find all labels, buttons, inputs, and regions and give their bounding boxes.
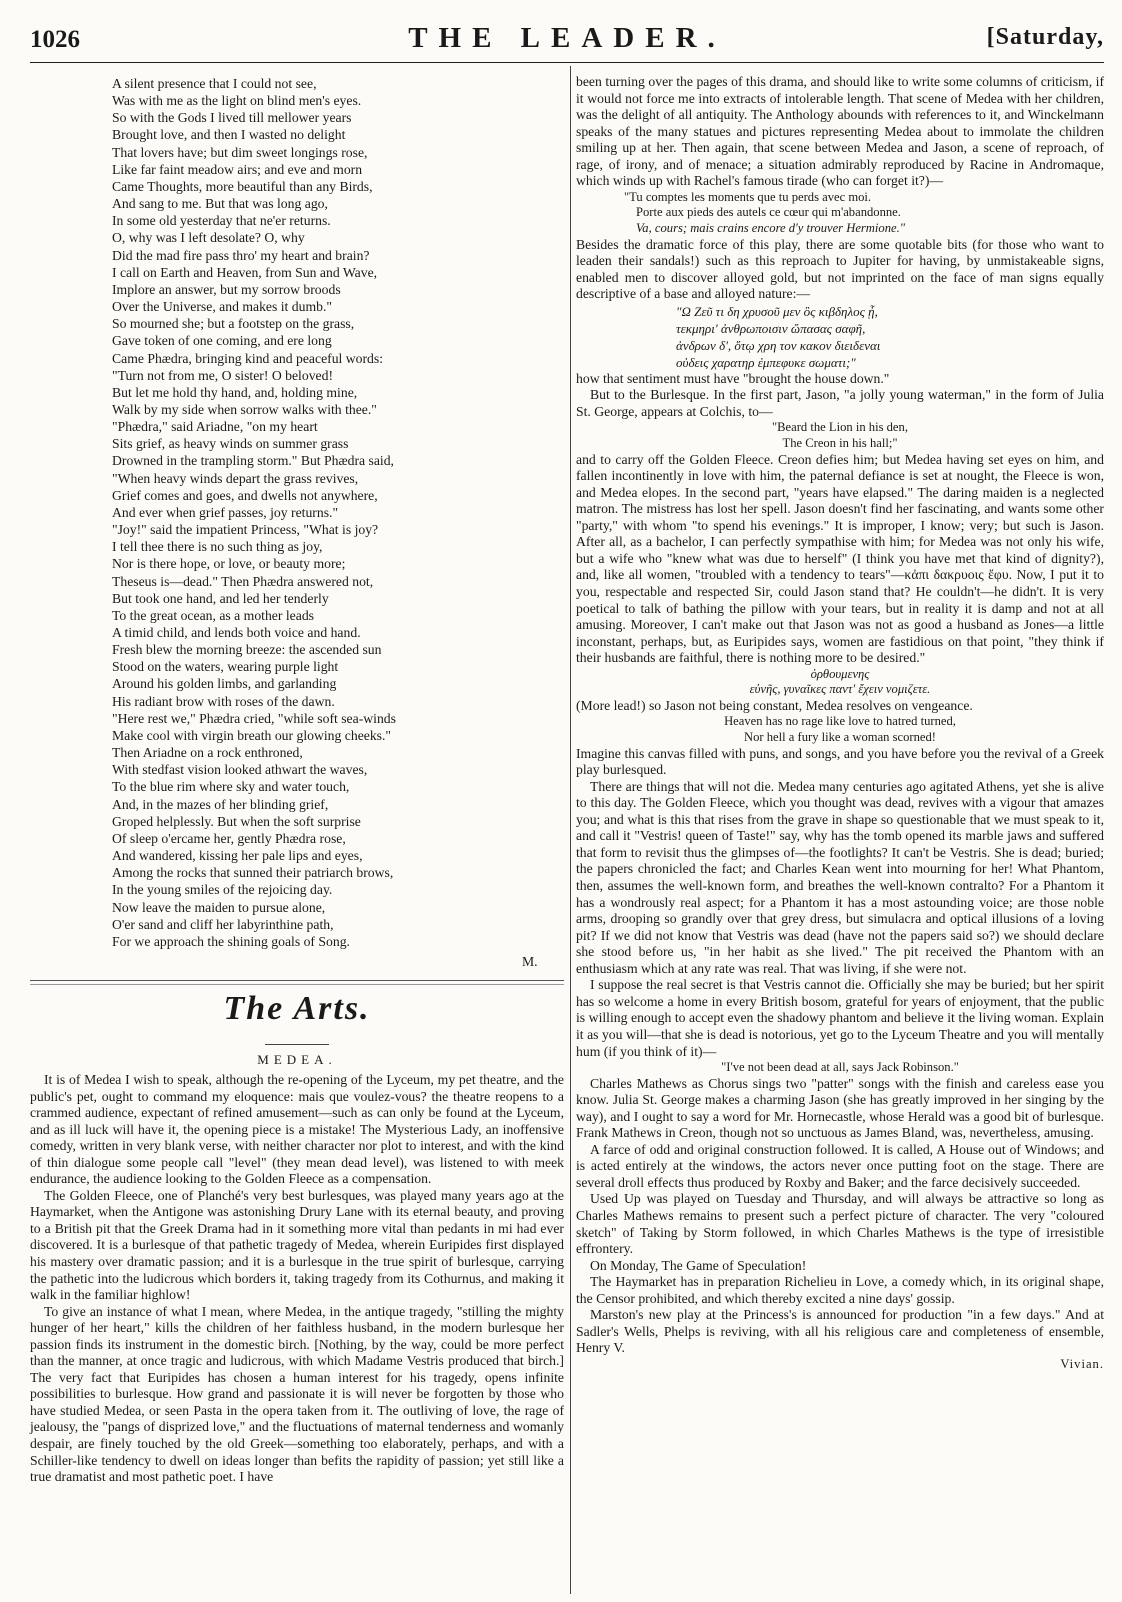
paragraph-vengeance: (More lead!) so Jason not being constant, Medea resolves on vengeance. (576, 697, 973, 713)
heading-rule (265, 1044, 329, 1045)
poem-line: Fresh blew the morning breeze: the ascended sun (112, 642, 382, 658)
poem-line: Came Phædra, bringing kind and peaceful words: (112, 350, 384, 366)
burlesque-quote-line: The Creon in his hall;" (782, 436, 898, 451)
right-column (576, 74, 1104, 1372)
paragraph-marston: Marston's new play at the Princess's is announced for production "in a few days." And at Sadler's Wells, Phelps is reviving, with all his religious care and completeness of ensemble, Henry V. (576, 1307, 1104, 1356)
poem-line: Brought love, and then I wasted no delight (112, 127, 346, 143)
poem-line: To the blue rim where sky and water touch, (112, 779, 350, 795)
section-rule (30, 980, 564, 981)
poem-line: Theseus is—dead." Then Phædra answered not, (112, 573, 374, 589)
greek-quote-line: ὀρθουμενης (810, 666, 870, 681)
paragraph-farce: A farce of odd and original construction followed. It is called, A House out of Windows; and is acted entirely at the windows, the actors never once putting foot on the stage. There are several droll effects thus produced by Roxby and Baker; and the farce decisively succeeded. (576, 1141, 1104, 1190)
poem-line: Over the Universe, and makes it dumb." (112, 299, 332, 315)
paragraph-instance: To give an instance of what I mean, where Medea, in the antique tragedy, "stilling the mighty hunger of her heart," kills the children of her faithless husband, in the modern burlesque her passion finds its instrument in the domestic birch. [Nothing, by the way, could be more perfect than the manner, at once tragic and ludicrous, with which Madame Vestris produced that birch.] The very fact that Euripides has chosen a human interest for his tragedy, opens infinite possibilities to burlesque. How grand and passionate it is will never be forgotten by those who have studied Medea, or seen Pasta in the opera taken from it. The outliving of love, the rage of jealousy, the "pangs of disprized love," and the fluctuations of maternal tenderness and womanly despair, are finely touched by the old Greek—something too elaborately, perhaps, and with a Schiller-like tendency to dwell on ideas longer than befits the rapidity of passion; yet still like a true dramatist and most pathetic poet. I have (30, 1303, 564, 1485)
poem-line: A silent presence that I could not see, (112, 76, 317, 91)
arts-section-title: The Arts. (223, 990, 371, 1027)
paragraph-lyceum: It is of Medea I wish to speak, although the re-opening of the Lyceum, my pet theatre, and the public's pet, ought to command my eloquence: mais que voulez-vous? the theatre reopens to a crammed audience, expectant of refined amusement—such as can only be found at the Lyceum, and as ill luck will have it, the opening piece is a mistake! The Mysterious Lady, an inoffensive comedy, written in very blank verse, with neither character nor plot to interest, and with the kind of thin dialogue some people call "level" (they mean dead level), was listened to with meek endurance, the audience looking to the Golden Fleece as a compensation. (30, 1072, 564, 1187)
poem-line: For we approach the shining goals of Song. (112, 933, 350, 949)
poem-line: Was with me as the light on blind men's eyes. (112, 93, 362, 109)
page-number: 1026 (30, 26, 80, 53)
poem-line: And wandered, kissing her pale lips and eyes, (112, 848, 363, 864)
left-prose (30, 1072, 564, 1486)
robinson-quote: "I've not been dead at all, says Jack Robinson." (721, 1060, 959, 1075)
poem-line: Grief comes and goes, and dwells not anywhere, (112, 487, 378, 503)
paragraph-haymarket: The Haymarket has in preparation Richelieu in Love, a comedy which, in its original shape, the Censor prohibited, and which thereby excited a nine days' gossip. (576, 1274, 1104, 1306)
paragraph-vestris: There are things that will not die. Medea many centuries ago agitated Athens, yet she is alive to this day. The Golden Fleece, which you thought was dead, revives with a vigour that amazes you; and what is this that rises from the grave in shape so questionable that we must speak to it, and call it "Vestris! queen of Taste!" say, why has the tomb opened its marble jaws and suffered that form to revisit thus the glimpses of—the footlights? It can't be Vestris. She is dead; buried; the papers chronicled the fact; and Charles Kean went into mourning for her! What Phantom, then, assumes the well-known form, and breathes the well-known contralto? For a Phantom it has a wondrously real aspect; for a Phantom it has a most astounding voice; are those noble arms, drooping so grandly over that grey dress, but simulacra and optical illusions of a loving pit? If we did not know that Vestris was dead (have not the papers said so?) we should declare she stood before us, "in her habit as she lived." The pit received the Phantom with an enthusiasm which at any rate was real. That was living, if she were not. (576, 778, 1104, 976)
medea-heading: MEDEA. (257, 1052, 337, 1067)
paragraph-canvas: Imagine this canvas filled with puns, and songs, and you have before you the revival of a Greek play burlesqued. (576, 745, 1104, 778)
issue-day: [Saturday, (986, 24, 1104, 50)
poem-line: Gave token of one coming, and ere long (112, 333, 332, 349)
paragraph-mathews: Charles Mathews as Chorus sings two "patter" songs with the finish and careless ease you know. Julia St. George makes a charming Jason (she has greatly improved in her singing by the way), and I ought to say a word for Mr. Hornecastle, whose Herald was a good bit of burlesque. Frank Mathews in Creon, though not so unctuous as James Bland, was, nevertheless, amusing. (576, 1075, 1104, 1141)
poem-line: Now leave the maiden to pursue alone, (112, 899, 326, 915)
poem-line: O, why was I left desolate? O, why (112, 230, 305, 246)
poem-line: Around his golden limbs, and garlanding (112, 676, 337, 692)
poem-line: And, in the mazes of her blinding grief, (112, 796, 329, 812)
poem-line: Walk by my side when sorrow walks with thee." (112, 401, 377, 417)
greek-quote-line: οὐδεις χαρατηρ ἐμπεφυκε σωματι;" (676, 354, 856, 370)
poem-line: Of sleep o'ercame her, gently Phædra rose, (112, 830, 346, 846)
paragraph-used-up: Used Up was played on Tuesday and Thursday, and will always be attractive so long as Charles Mathews remains to present such a perfect picture of character. The very "coloured sketch" of Taking by Storm followed, in which Charles Mathews is the type of irresistible effrontery. (576, 1191, 1104, 1257)
poem-line: To the great ocean, as a mother leads (112, 607, 314, 623)
poem-line: So with the Gods I lived till mellower years (112, 110, 352, 126)
paragraph-quotable: Besides the dramatic force of this play, there are some quotable bits (for those who want to leaden their sandals!) such as this reproach to Jupiter for having, by unmistakeable signs, enabled men to discover alloyed gold, but not imprinted on the face of man signs equally descriptive of a base and alloyed nature:— (576, 236, 1104, 302)
poem-line: Came Thoughts, more beautiful than any Birds, (112, 178, 373, 194)
paragraph-monday: On Monday, The Game of Speculation! (590, 1257, 807, 1273)
greek-quote-line: εὐνῆς, γυναῖκες παντ' ἔχειν νομιζετε. (749, 682, 931, 697)
poem-line: "Here rest we," Phædra cried, "while soft sea-winds (112, 710, 396, 726)
paragraph-vestris-secret: I suppose the real secret is that Vestris cannot die. Officially she may be buried; but her spirit has so welcome a home in every British bosom, grateful for years of enjoyment, that the public is willing enough to accept even the shadowy phantom and believe it the living woman. Explain it as you will—that she is dead is notorious, yet go to the Lyceum Theatre and you will mentally hum (if you think of it)— (576, 977, 1104, 1059)
poem-line: Among the rocks that sunned their patriarch brows, (112, 865, 394, 881)
poem-line: But let me hold thy hand, and, holding mine, (112, 384, 358, 400)
poem-line: O'er sand and cliff her labyrinthine path, (112, 916, 334, 932)
poem-signature: M. (522, 954, 538, 969)
poem-line: Drowned in the trampling storm." But Phædra said, (112, 453, 394, 469)
poem-line: So mourned she; but a footstep on the grass, (112, 316, 355, 332)
poem-line: Implore an answer, but my sorrow broods (112, 281, 341, 297)
paragraph-drama: been turning over the pages of this drama, and should like to write some columns of criticism, if it would not force me into extracts of intolerable length. That scene of Medea with her children, was the delight of all antiquity. The Anthology abounds with references to it, and Winckelmann speaks of the many statues and pictures representing Medea about to immolate the children smiling up at her. Then again, that scene between Medea and Jason, a scene of reproach, of rage, of irony, and of menace; a situation admirably reproduced by Racine in Andromaque, which winds up with Rachel's famous tirade (who can forget it?)— (576, 74, 1104, 189)
vengeance-quote-line: Nor hell a fury like a woman scorned! (744, 730, 936, 745)
poem-line: Did the mad fire pass thro' my heart and brain? (112, 247, 370, 263)
page-header (30, 18, 1104, 63)
masthead-title: THE LEADER. (408, 22, 726, 54)
poem-line: Like far faint meadow airs; and eve and morn (112, 161, 363, 177)
greek-quote-line: τεκμηρι' ἀνθρωποισιν ὤπασας σαφῆ, (676, 320, 866, 336)
french-quote-line: Va, cours; mais crains encore d'y trouver Hermione." (636, 221, 906, 236)
greek-quote-line: ἀνδρων δ', ὅτῳ χρη τον κακον διειδεναι (676, 337, 881, 353)
poem-line: Sits grief, as heavy winds on summer grass (112, 436, 349, 452)
greek-quote-line: "Ω Ζεῦ τι δη χρυσοῦ μεν ὃς κιβδηλος ᾖ, (676, 303, 878, 319)
poem-line: Nor is there hope, or love, or beauty more; (112, 556, 346, 572)
section-rule-thin (30, 984, 564, 985)
poem-line: In some old yesterday that ne'er returns. (112, 213, 331, 229)
french-quote-line: Porte aux pieds des autels ce cœur qui m'abandonne. (636, 205, 901, 220)
poem-line: But took one hand, and led her tenderly (112, 590, 329, 606)
paragraph-sentiment: how that sentiment must have "brought the house down." (576, 370, 890, 386)
poem-line: I tell thee there is no such thing as joy, (112, 539, 323, 555)
poem-line: And ever when grief passes, joy returns." (112, 504, 339, 520)
poem-line: I call on Earth and Heaven, from Sun and Wave, (112, 264, 378, 280)
poem-line: Make cool with virgin breath our glowing cheeks." (112, 727, 392, 743)
poem-line: "Phædra," said Ariadne, "on my heart (112, 419, 318, 435)
poem-line: Stood on the waters, wearing purple light (112, 659, 339, 675)
paragraph-golden-fleece: The Golden Fleece, one of Planché's very best burlesques, was played many years ago at the Haymarket, when the Antigone was astonishing Drury Lane with its eternal beauty, and proving to a British pit that the Greek Drama had in it something more vital than pedants in mi had ever discovered. It is a burlesque of that pathetic tragedy of Medea, wherein Euripides first displayed his mastery over dramatic passion; and it is a burlesque in the true spirit of burlesque, carrying the pathetic into the ludicrous which borders it, taking tragedy from its Cothurnus, and making it walk in the familiar highlow! (30, 1187, 564, 1303)
column-divider (570, 66, 571, 1594)
paragraph-golden-fleece-plot: and to carry off the Golden Fleece. Creon defies him; but Medea having set eyes on him, and fallen incontinently in love with him, the paternal defiance is set at nought, the Fleece is won, and Medea elopes. In the second part, "years have elapsed." The daring maiden is a neglected matron. The mistress has lost her spell. Jason doesn't find her fascinating, and wants some other "party," with whom "to spend his evenings." It is improper, I know; very; but such is Jason. After all, as a bachelor, I can perfectly sympathise with him; for Medea was not only his wife, but a wife who "knew what was due to herself" (I think you have met that kind of dignity?), and, like all women, "troubled with a tendency to tears"—κἀπι δακρυοις ἔφυ. Now, I put it to you, respectable and respected Sir, could Jason stand that? He couldn't—he didn't. It is very poetical to talk of bathing the pillow with your tears, but in reality it is damp and not at all amusing. Moreover, I can't make out that Jason was not as good a husband as Jones—a little inconstant, perhaps, but, as Euripides says, women are fastidious on that point, "they think if their husbands are faithful, there is nothing more to be desired." (576, 451, 1104, 666)
paragraph-burlesque: But to the Burlesque. In the first part, Jason, "a jolly young waterman," in the form of Julia St. George, appears at Colchis, to— (576, 387, 1104, 419)
poem-block (112, 75, 552, 950)
burlesque-quote-line: "Beard the Lion in his den, (772, 420, 908, 435)
poem-line: With stedfast vision looked athwart the waves, (112, 762, 368, 778)
poem-line: "When heavy winds depart the grass revives, (112, 470, 359, 486)
poem-line: A timid child, and lends both voice and hand. (112, 625, 361, 640)
poem-line: And sang to me. But that was long ago, (112, 196, 328, 212)
poem-line: His radiant brow with roses of the dawn. (112, 693, 335, 709)
poem-line: Groped helplessly. But when the soft surprise (112, 813, 361, 829)
vengeance-quote-line: Heaven has no rage like love to hatred turned, (724, 714, 956, 729)
article-signature: Vivian. (1060, 1356, 1104, 1371)
poem-line: In the young smiles of the rejoicing day. (112, 882, 333, 898)
french-quote-line: "Tu comptes les moments que tu perds avec moi. (624, 189, 872, 204)
poem-line: "Turn not from me, O sister! O beloved! (112, 367, 334, 383)
poem-line: That lovers have; but dim sweet longings rose, (112, 144, 368, 160)
poem-line: Then Ariadne on a rock enthroned, (112, 745, 303, 761)
poem-line: "Joy!" said the impatient Princess, "What is joy? (112, 522, 379, 538)
